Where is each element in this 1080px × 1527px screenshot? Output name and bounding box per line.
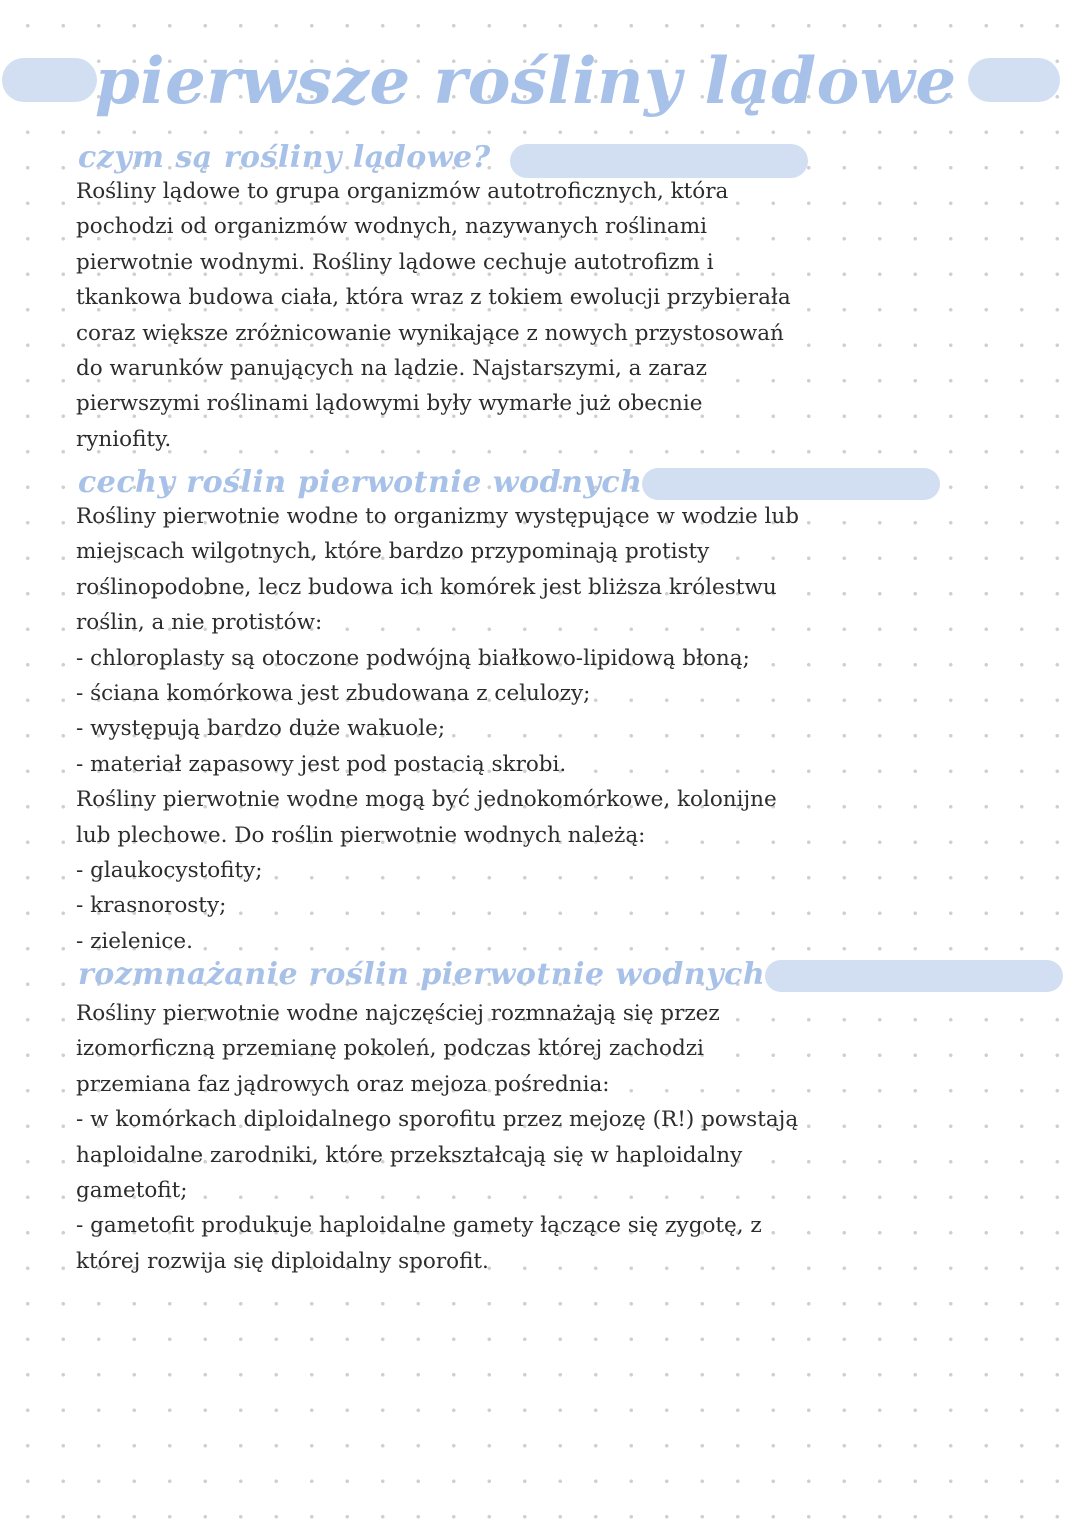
list-item: - ściana komórkowa jest zbudowana z celulozy; — [76, 681, 591, 707]
text-line: pochodzi od organizmów wodnych, nazywanych roślinami — [76, 214, 707, 240]
text-line: izomorficzną przemianę pokoleń, podczas której zachodzi — [76, 1036, 704, 1062]
list-item: - materiał zapasowy jest pod postacią skrobi. — [76, 751, 567, 777]
text-line: miejscach wilgotnych, które bardzo przypominają protisty — [76, 539, 710, 565]
title-highlight-left — [2, 58, 97, 102]
heading-highlight-3 — [765, 960, 1063, 992]
heading-highlight-2 — [642, 468, 940, 500]
list-item: - zielenice. — [76, 928, 193, 954]
text-line: ryniofity. — [76, 426, 172, 452]
list-item: - krasnorosty; — [76, 893, 227, 919]
text-line: coraz większe zróżnicowanie wynikające z nowych przystosowań — [76, 320, 784, 346]
text-line: której rozwija się diploidalny sporofit. — [76, 1248, 489, 1274]
section-text-features-of-primarily-aquatic-plants — [76, 499, 799, 959]
list-item: - chloroplasty są otoczone podwójną białkowo-lipidową błoną; — [76, 645, 750, 671]
text-line: Rośliny pierwotnie wodne to organizmy występujące w wodzie lub — [76, 504, 800, 529]
text-line: roślinopodobne, lecz budowa ich komórek jest bliższa królestwu — [76, 574, 777, 600]
text-line: Rośliny pierwotnie wodne najczęściej rozmnażają się przez — [76, 1001, 720, 1026]
text-line: Rośliny pierwotnie wodne mogą być jednokomórkowe, kolonijne — [76, 787, 777, 813]
text-line: tkankowa budowa ciała, która wraz z tokiem ewolucji przybierała — [76, 285, 791, 311]
title-highlight-right — [968, 58, 1060, 102]
text-line: przemiana faz jądrowych oraz mejoza pośrednia: — [76, 1071, 610, 1097]
text-line: gametofit; — [76, 1178, 188, 1204]
list-item: - występują bardzo duże wakuole; — [76, 716, 446, 742]
list-item: - gametofit produkuje haploidalne gamety łączące się zygotę, z — [76, 1213, 762, 1239]
text-line: do warunków panujących na lądzie. Najstarszymi, a zaraz — [76, 356, 707, 382]
text-line: haploidalne zarodniki, które przekształcają się w haploidalny — [76, 1142, 743, 1168]
text-line: Rośliny lądowe to grupa organizmów autotroficznych, która — [76, 179, 729, 204]
text-line: pierwotnie wodnymi. Rośliny lądowe cechuje autotrofizm i — [76, 249, 714, 275]
heading-highlight-1 — [510, 144, 808, 178]
section-heading-features-of-primarily-aquatic-plants: cechy roślin pierwotnie wodnych — [78, 465, 643, 500]
page-title: pierwsze rośliny lądowe — [95, 44, 957, 119]
list-item: - glaukocystofity; — [76, 858, 263, 884]
section-text-what-are-land-plants — [76, 174, 791, 457]
text-line: lub plechowe. Do roślin pierwotnie wodnych należą: — [76, 822, 646, 848]
section-text-reproduction — [76, 996, 798, 1279]
text-line: roślin, a nie protistów: — [76, 610, 323, 636]
text-line: pierwszymi roślinami lądowymi były wymarłe już obecnie — [76, 391, 703, 417]
section-heading-reproduction: rozmnażanie roślin pierwotnie wodnych — [78, 957, 766, 992]
section-heading-what-are-land-plants: czym są rośliny lądowe? — [78, 140, 491, 175]
list-item: - w komórkach diploidalnego sporofitu przez mejozę (R!) powstają — [76, 1107, 799, 1133]
